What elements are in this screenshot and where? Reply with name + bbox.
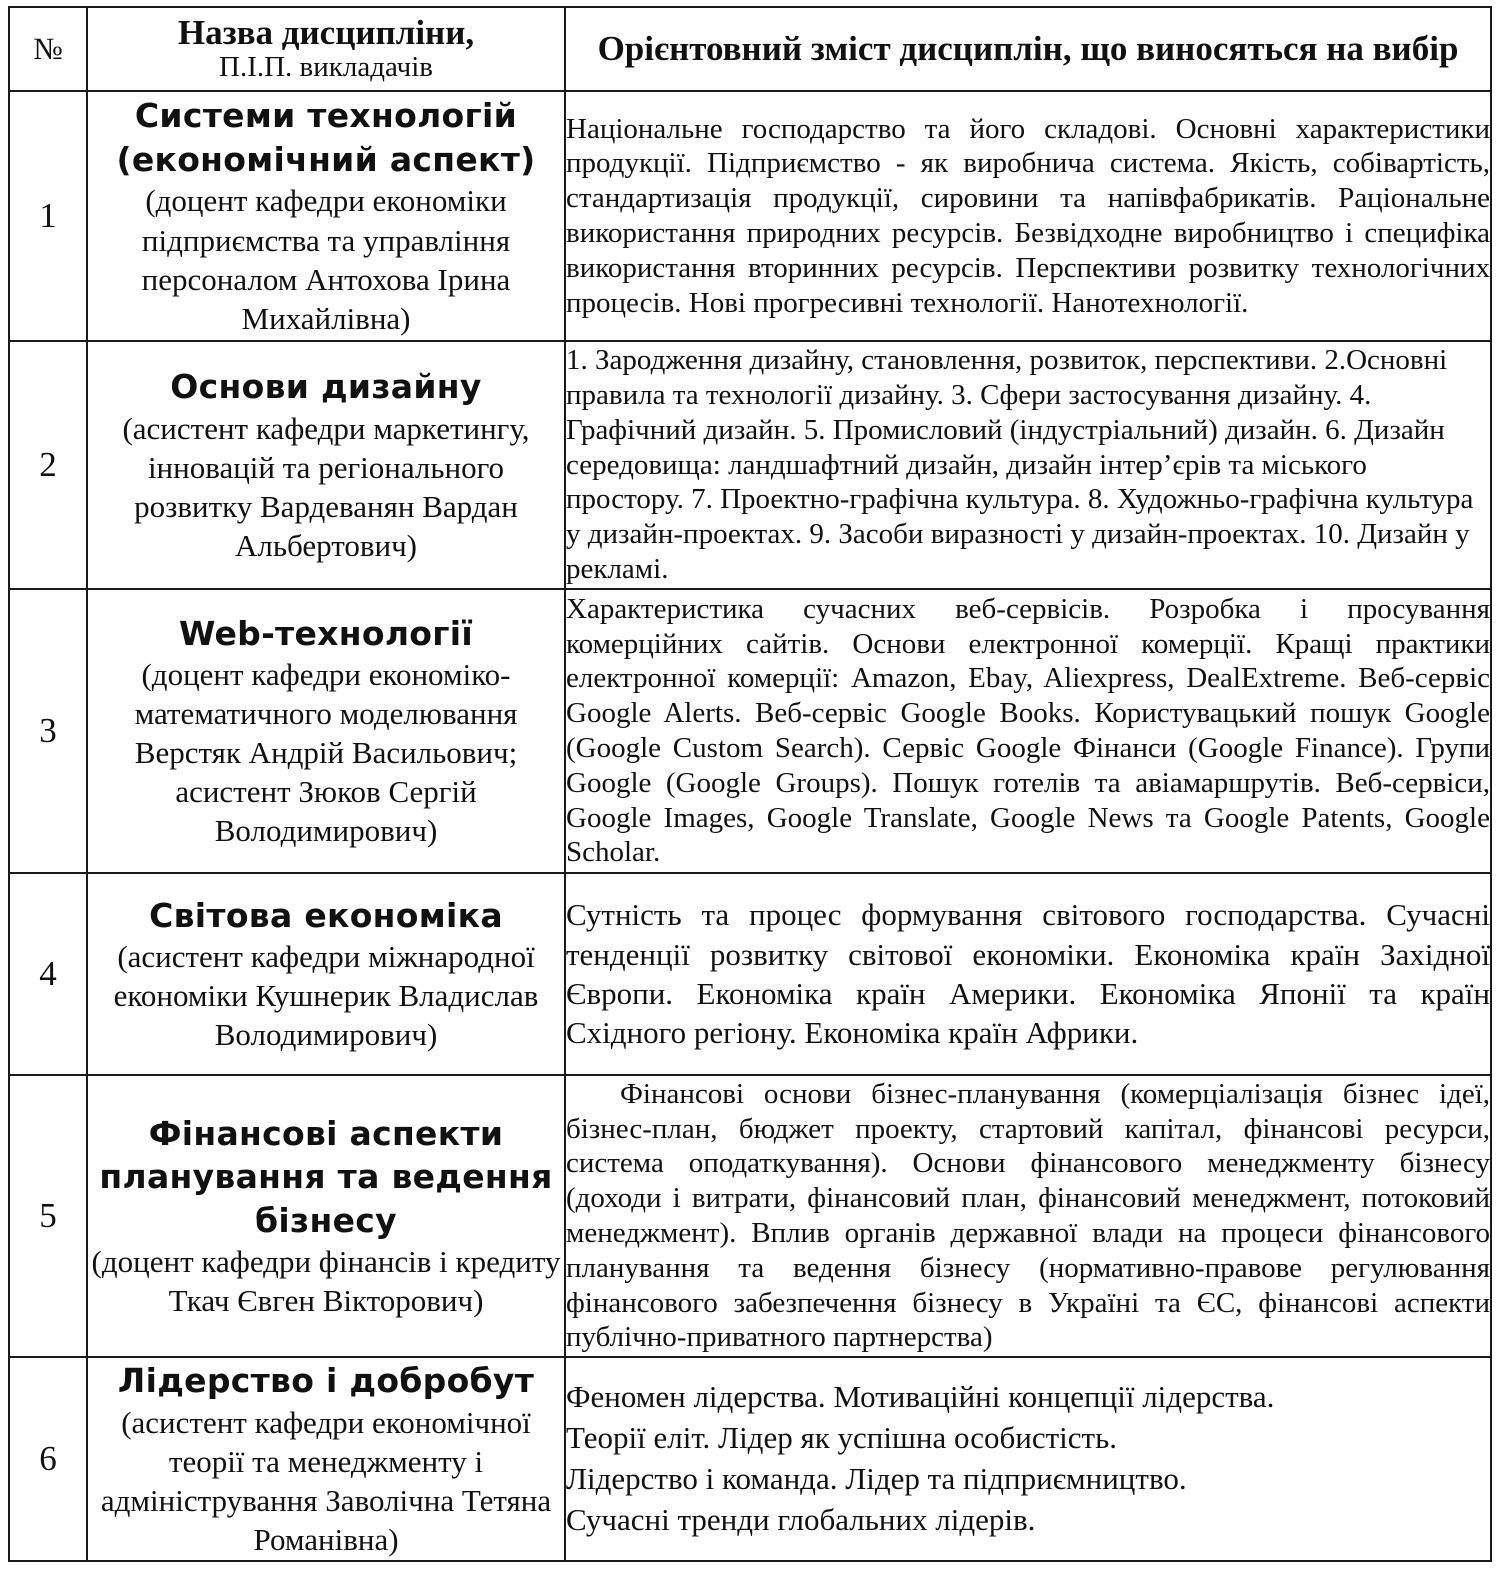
discipline-content: Фінансові основи бізнес-планування (комерціалізація бізнес ідеї, бізнес-план, бюджет проекту, стартовий капітал, фінансові ресурси, система оподаткування). Основи фінансового менеджменту бізнесу (доходи і витрати, фінансовий план, фінансовий менеджмент, потоковий менеджмент). Вплив органів державної влади на процеси фінансового планування та ведення бізнесу (нормативно-правове регулювання фінансового забезпечення бізнесу в Україні та ЄС, фінансові аспекти публічно-приватного партнерства): [565, 1075, 1491, 1357]
discipline-teacher: (доцент кафедри економіки підприємства та управління персоналом Антохова Ірина Михайлівна): [141, 183, 511, 336]
header-name-title: Назва дисципліни,: [177, 13, 475, 53]
table-row: [9, 589, 1491, 873]
discipline-content: Національне господарство та його складові. Основні характеристики продукції. Підприємство - як виробнича система. Якість, собівартість, стандартизація продукції, сировини та напівфабрикатів. Раціональне використання природних ресурсів. Безвідходне виробництво і специфіка використання вторинних ресурсів. Перспективи розвитку технологічних процесів. Нові прогресивні технології. Нанотехнології.: [565, 91, 1491, 341]
discipline-content: Сутність та процес формування світового господарства. Сучасні тенденції розвитку світової економіки. Економіка країн Західної Європи. Економіка країн Америки. Економіка Японії та країн Східного регіону. Економіка країн Африки.: [565, 873, 1491, 1075]
discipline-title: Фінансові аспекти планування та ведення бізнесу: [99, 1113, 553, 1240]
header-content: Орієнтовний зміст дисциплін, що виносяться на вибір: [565, 7, 1491, 91]
discipline-title: Основи дизайну: [170, 367, 482, 407]
discipline-cell: [87, 873, 565, 1075]
table-row: [9, 1075, 1491, 1357]
table-row: [9, 873, 1491, 1075]
discipline-title: Лідерство і добробут: [117, 1361, 535, 1401]
discipline-cell: [87, 91, 565, 341]
content-line: Феномен лідерства. Мотиваційні концепції лідерства.: [566, 1379, 1275, 1415]
row-number: 4: [9, 873, 87, 1075]
table-row: [9, 91, 1491, 341]
header-discipline-name: [87, 7, 565, 91]
discipline-cell: [87, 341, 565, 589]
content-line: Сучасні тренди глобальних лідерів.: [566, 1501, 1036, 1537]
disciplines-table: [8, 6, 1492, 1562]
row-number: 2: [9, 341, 87, 589]
table-header-row: [9, 7, 1491, 91]
discipline-cell: [87, 589, 565, 873]
table-row: [9, 1357, 1491, 1561]
content-line: Теорії еліт. Лідер як успішна особистість.: [566, 1420, 1117, 1456]
header-name-sub: П.І.П. викладачів: [219, 51, 433, 84]
discipline-title: Web-технології: [178, 613, 474, 653]
discipline-content: Характеристика сучасних веб-сервісів. Розробка і просування комерційних сайтів. Основи електронної комерції. Кращі практики електронної комерції: Amazon, Ebay, Aliexpress, DealExtreme. Веб-сервіс Google Alerts. Веб-сервіс Google Books. Користувацький пошук Google (Google Custom Search). Сервіс Google Фінанси (Google Finance). Групи Google (Google Groups). Пошук готелів та авіамаршрутів. Веб-сервіси, Google Images, Google Translate, Google News та Google Patents, Google Scholar.: [565, 589, 1491, 873]
row-number: 5: [9, 1075, 87, 1357]
discipline-cell: [87, 1357, 565, 1561]
discipline-teacher: (асистент кафедри міжнародної економіки Кушнерик Владислав Володимирович): [113, 939, 539, 1053]
discipline-cell: [87, 1075, 565, 1357]
row-number: 1: [9, 91, 87, 341]
row-number: 3: [9, 589, 87, 873]
discipline-teacher: (доцент кафедри економіко-математичного моделювання Верстяк Андрій Васильович; асистент Зюков Сергій Володимирович): [134, 657, 518, 849]
discipline-title: Системи технологій (економічний аспект): [116, 96, 536, 179]
discipline-content: 1. Зародження дизайну, становлення, розвиток, перспективи. 2.Основні правила та технології дизайну. 3. Сфери застосування дизайну. 4. Графічний дизайн. 5. Промисловий (індустріальний) дизайн. 6. Дизайн середовища: ландшафтний дизайн, дизайн інтер’єрів та міського простору. 7. Проектно-графічна культура. 8. Художньо-графічна культура у дизайн-проектах. 9. Засоби виразності у дизайн-проектах. 10. Дизайн у рекламі.: [565, 341, 1491, 589]
row-number: 6: [9, 1357, 87, 1561]
discipline-teacher: (асистент кафедри економічної теорії та менеджменту і адміністрування Заволічна Тетяна Романівна): [100, 1404, 552, 1557]
header-number: №: [9, 7, 87, 91]
discipline-teacher: (доцент кафедри фінансів і кредиту Ткач Євген Вікторович): [91, 1244, 561, 1319]
discipline-content: [565, 1357, 1491, 1561]
discipline-title: Світова економіка: [149, 895, 503, 935]
table-row: [9, 341, 1491, 589]
content-line: Лідерство і команда. Лідер та підприємництво.: [566, 1461, 1187, 1496]
discipline-teacher: (асистент кафедри маркетингу, інновацій та регіонального розвитку Вардеванян Вардан Альбертович): [122, 410, 530, 563]
